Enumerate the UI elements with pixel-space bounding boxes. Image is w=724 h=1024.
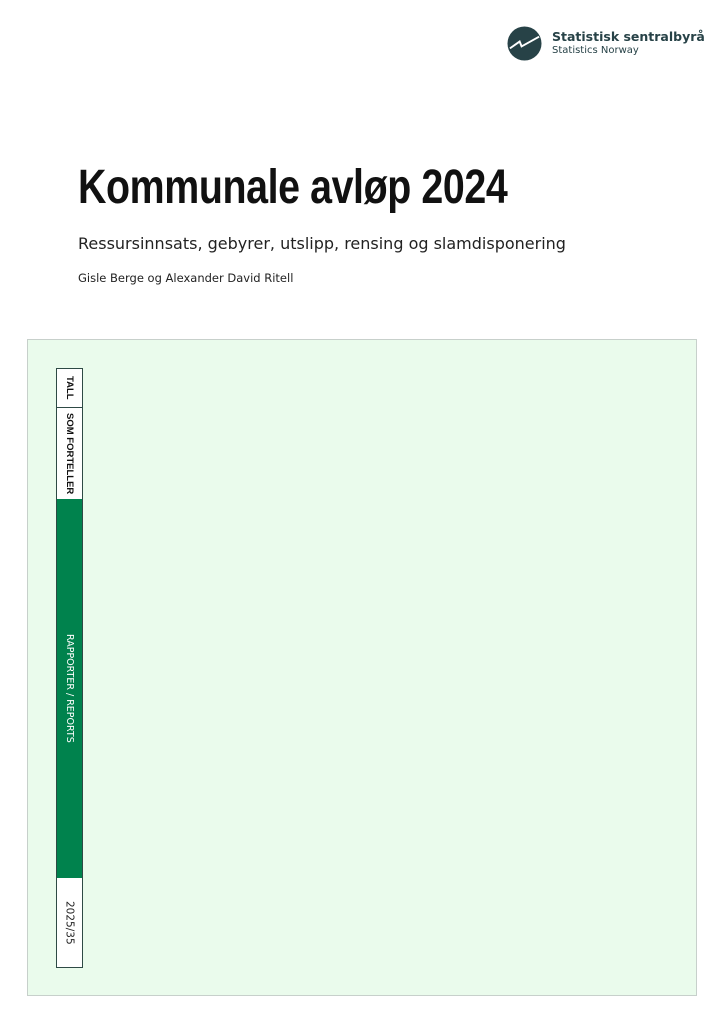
ssb-logo-icon <box>507 26 542 61</box>
page-subtitle: Ressursinnsats, gebyrer, utslipp, rensing og slamdisponering <box>78 234 566 253</box>
page-title: Kommunale avløp 2024 <box>78 161 508 214</box>
spine-number <box>57 878 82 967</box>
spine-som-forteller-text: SOM FORTELLER <box>64 412 75 495</box>
authors: Gisle Berge og Alexander David Ritell <box>78 271 294 285</box>
spine-tall <box>57 369 82 408</box>
cover-panel <box>27 339 697 996</box>
report-spine <box>56 368 83 968</box>
spine-number-text: 2025/35 <box>63 900 76 945</box>
spine-som-forteller <box>57 408 82 499</box>
spine-series <box>57 499 82 878</box>
logo-subtitle: Statistics Norway <box>552 45 639 56</box>
ssb-logo <box>507 26 705 61</box>
logo-name: Statistisk sentralbyrå <box>552 29 705 44</box>
spine-tall-text: TALL <box>64 376 75 400</box>
spine-series-text: RAPPORTER / REPORTS <box>64 634 75 743</box>
